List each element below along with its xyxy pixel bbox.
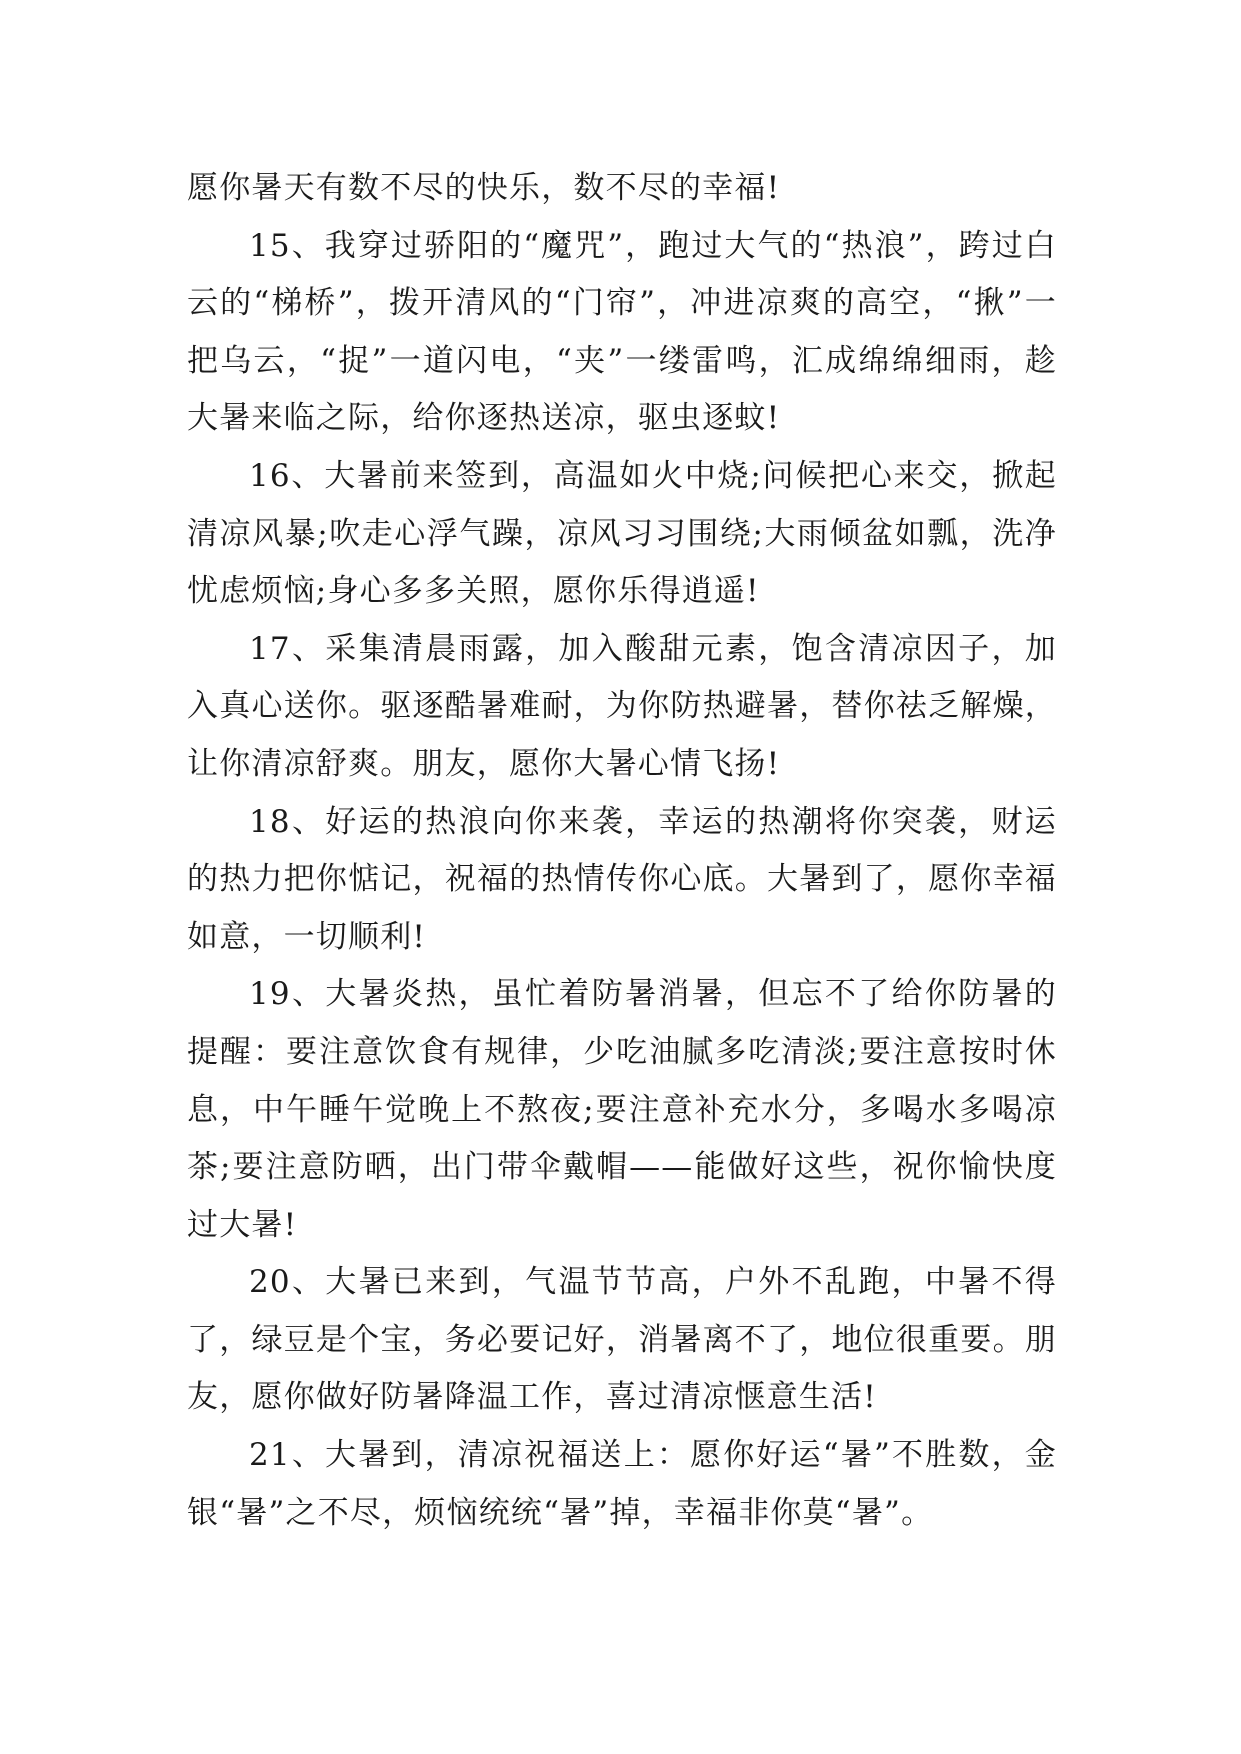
document-body (187, 160, 1057, 1542)
paragraph-16: 16、大暑前来签到，高温如火中烧;问候把心来交，掀起清凉风暴;吹走心浮气躁，凉风习习围绕;大雨倾盆如瓢，洗净忧虑烦恼;身心多多关照，愿你乐得逍遥! (187, 457, 1057, 610)
paragraph-continued: 愿你暑天有数不尽的快乐，数不尽的幸福! (187, 170, 781, 206)
paragraph-19: 19、大暑炎热，虽忙着防暑消暑，但忘不了给你防暑的提醒：要注意饮食有规律，少吃油腻多吃清淡;要注意按时休息，中午睡午觉晚上不熬夜;要注意补充水分，多喝水多喝凉茶;要注意防晒，出门带伞戴帽——能做好这些，祝你愉快度过大暑! (187, 976, 1057, 1243)
paragraph-21: 21、大暑到，清凉祝福送上：愿你好运“暑”不胜数，金银“暑”之不尽，烦恼统统“暑”掉，幸福非你莫“暑”。 (187, 1437, 1057, 1531)
paragraph-15: 15、我穿过骄阳的“魔咒”，跑过大气的“热浪”，跨过白云的“梯桥”，拨开清风的“门帘”，冲进凉爽的高空，“揪”一把乌云，“捉”一道闪电，“夹”一缕雷鸣，汇成绵绵细雨，趁大暑来临之际，给你逐热送凉，驱虫逐蚊! (187, 227, 1057, 437)
paragraph-17: 17、采集清晨雨露，加入酸甜元素，饱含清凉因子，加入真心送你。驱逐酷暑难耐，为你防热避暑，替你祛乏解燥，让你清凉舒爽。朋友，愿你大暑心情飞扬! (187, 630, 1057, 782)
paragraph-18: 18、好运的热浪向你来袭，幸运的热潮将你突袭，财运的热力把你惦记，祝福的热情传你心底。大暑到了，愿你幸福如意，一切顺利! (187, 803, 1057, 955)
paragraph-20: 20、大暑已来到，气温节节高，户外不乱跑，中暑不得了，绿豆是个宝，务必要记好，消暑离不了，地位很重要。朋友，愿你做好防暑降温工作，喜过清凉惬意生活! (187, 1264, 1057, 1416)
